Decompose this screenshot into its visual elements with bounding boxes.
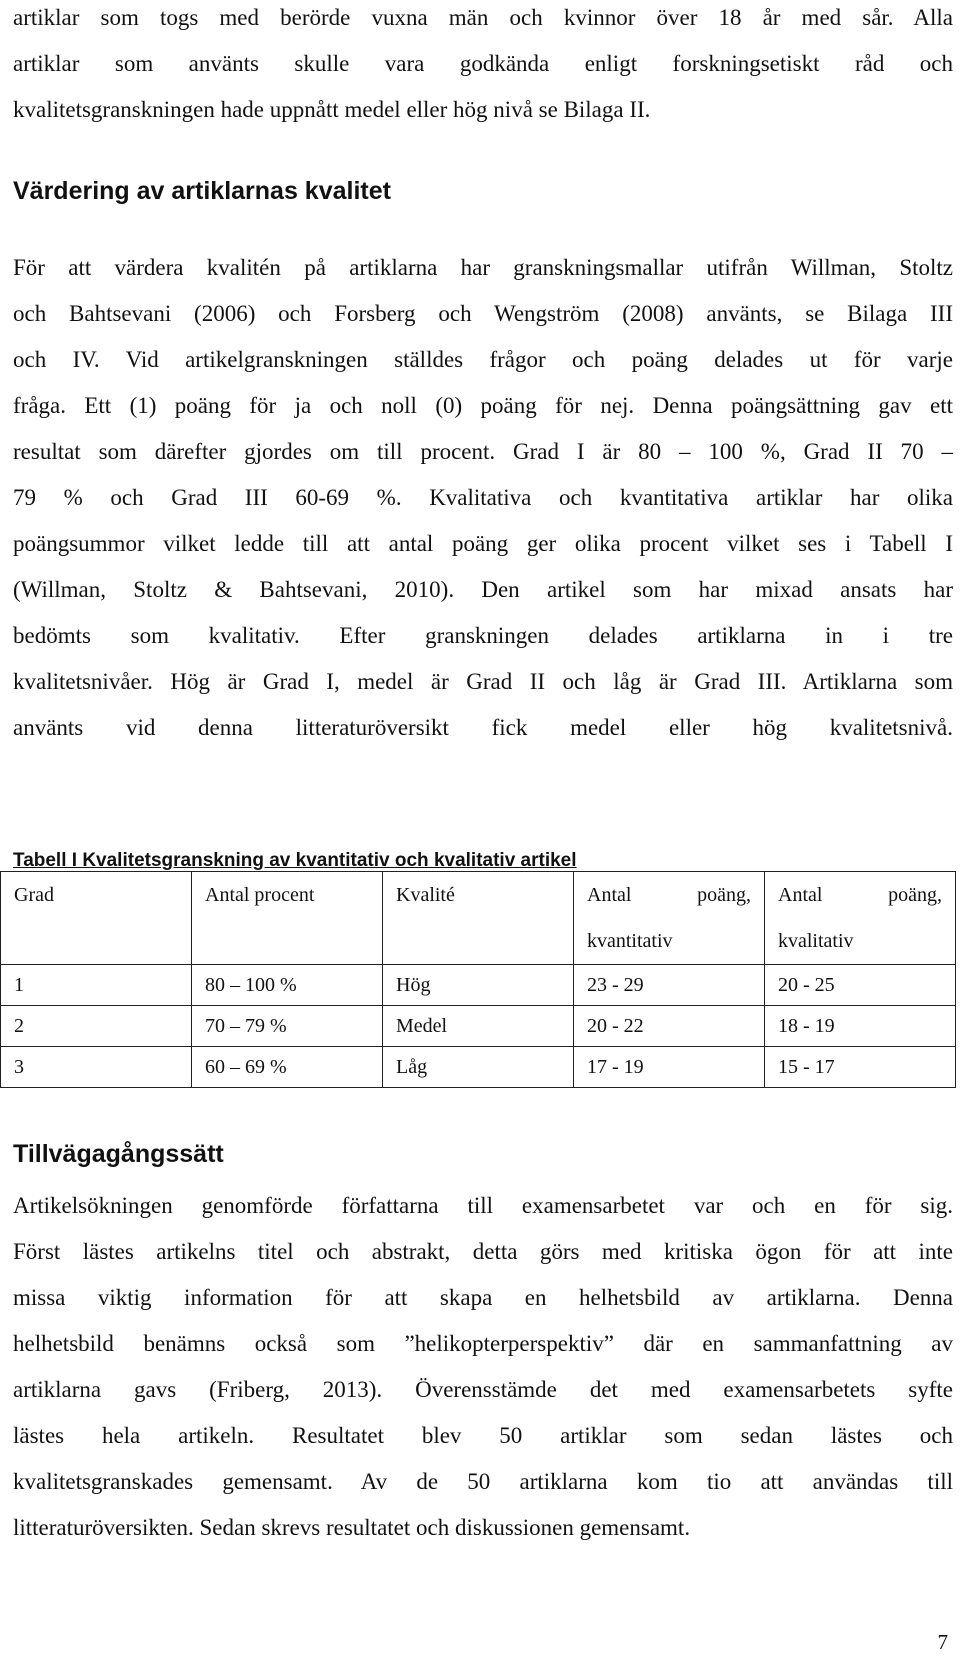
text-line: kvalitetsgranskningen hade uppnått medel eller hög nivå se Bilaga II.: [13, 97, 651, 122]
method-paragraph: [13, 1183, 953, 1551]
text-line: (Willman, Stoltz & Bahtsevani, 2010). Den artikel som har mixad ansats har: [13, 577, 953, 602]
table-cell: 70 – 79 %: [192, 1006, 383, 1047]
header-antal-procent: Antal procent: [192, 872, 383, 965]
text-line: resultat som därefter gjordes om till procent. Grad I är 80 – 100 %, Grad II 70 –: [13, 439, 953, 464]
header-text: poäng,: [697, 884, 751, 906]
text-line: artiklar som togs med berörde vuxna män och kvinnor över 18 år med sår. Alla: [13, 5, 953, 30]
table-cell: Hög: [383, 965, 574, 1006]
header-poang-kvalitativ: [765, 872, 956, 965]
table-row: [1, 965, 956, 1006]
header-text: kvalitativ: [778, 930, 854, 952]
text-line: För att värdera kvalitén på artiklarna har granskningsmallar utifrån Willman, Stoltz: [13, 255, 953, 280]
table-header-row: [1, 872, 956, 965]
text-line: missa viktig information för att skapa en helhetsbild av artiklarna. Denna: [13, 1285, 953, 1310]
table-cell: 3: [1, 1047, 192, 1088]
header-text: Antal: [587, 884, 632, 906]
quality-table: [0, 871, 956, 1088]
text-line: Först lästes artikelns titel och abstrakt, detta görs med kritiska ögon för att inte: [13, 1239, 953, 1264]
text-line: poängsummor vilket ledde till att antal poäng ger olika procent vilket ses i Tabell I: [13, 531, 953, 556]
table-cell: 23 - 29: [574, 965, 765, 1006]
text-line: Artikelsökningen genomförde författarna till examensarbetet var och en för sig.: [13, 1193, 953, 1218]
header-text: poäng,: [888, 884, 942, 906]
table-cell: 20 - 25: [765, 965, 956, 1006]
header-text: Antal: [778, 884, 823, 906]
table-cell: 2: [1, 1006, 192, 1047]
section-heading-method: Tillvägagångssätt: [13, 1140, 224, 1168]
table-caption: Tabell I Kvalitetsgranskning av kvantitativ och kvalitativ artikel: [13, 850, 577, 871]
text-line: litteraturöversikten. Sedan skrevs resultatet och diskussionen gemensamt.: [13, 1515, 691, 1540]
text-line: kvalitetsnivåer. Hög är Grad I, medel är Grad II och låg är Grad III. Artiklarna som: [13, 669, 953, 694]
table-cell: 15 - 17: [765, 1047, 956, 1088]
quality-paragraph: [13, 245, 953, 751]
text-line: använts vid denna litteraturöversikt fick medel eller hög kvalitetsnivå.: [13, 715, 953, 740]
table-cell: Låg: [383, 1047, 574, 1088]
text-line: och Bahtsevani (2006) och Forsberg och Wengström (2008) använts, se Bilaga III: [13, 301, 953, 326]
intro-paragraph: [13, 0, 953, 133]
header-kvalite: Kvalité: [383, 872, 574, 965]
text-line: artiklar som använts skulle vara godkända enligt forskningsetiskt råd och: [13, 51, 953, 76]
table-cell: 80 – 100 %: [192, 965, 383, 1006]
text-line: lästes hela artikeln. Resultatet blev 50 artiklar som sedan lästes och: [13, 1423, 953, 1448]
text-line: fråga. Ett (1) poäng för ja och noll (0) poäng för nej. Denna poängsättning gav ett: [13, 393, 953, 418]
table-cell: 1: [1, 965, 192, 1006]
table-cell: 17 - 19: [574, 1047, 765, 1088]
text-line: bedömts som kvalitativ. Efter granskningen delades artiklarna in i tre: [13, 623, 953, 648]
page-number: 7: [937, 1630, 948, 1654]
header-grad: Grad: [1, 872, 192, 965]
header-text: kvantitativ: [587, 930, 673, 952]
text-line: artiklarna gavs (Friberg, 2013). Överensstämde det med examensarbetets syfte: [13, 1377, 953, 1402]
table-cell: 18 - 19: [765, 1006, 956, 1047]
header-poang-kvantitativ: [574, 872, 765, 965]
table-cell: 60 – 69 %: [192, 1047, 383, 1088]
text-line: och IV. Vid artikelgranskningen ställdes frågor och poäng delades ut för varje: [13, 347, 953, 372]
table-row: [1, 1047, 956, 1088]
table-row: [1, 1006, 956, 1047]
section-heading-quality: Värdering av artiklarnas kvalitet: [13, 177, 391, 205]
table-cell: 20 - 22: [574, 1006, 765, 1047]
table-cell: Medel: [383, 1006, 574, 1047]
text-line: 79 % och Grad III 60-69 %. Kvalitativa och kvantitativa artiklar har olika: [13, 485, 953, 510]
text-line: helhetsbild benämns också som ”helikopterperspektiv” där en sammanfattning av: [13, 1331, 953, 1356]
text-line: kvalitetsgranskades gemensamt. Av de 50 artiklarna kom tio att användas till: [13, 1469, 953, 1494]
